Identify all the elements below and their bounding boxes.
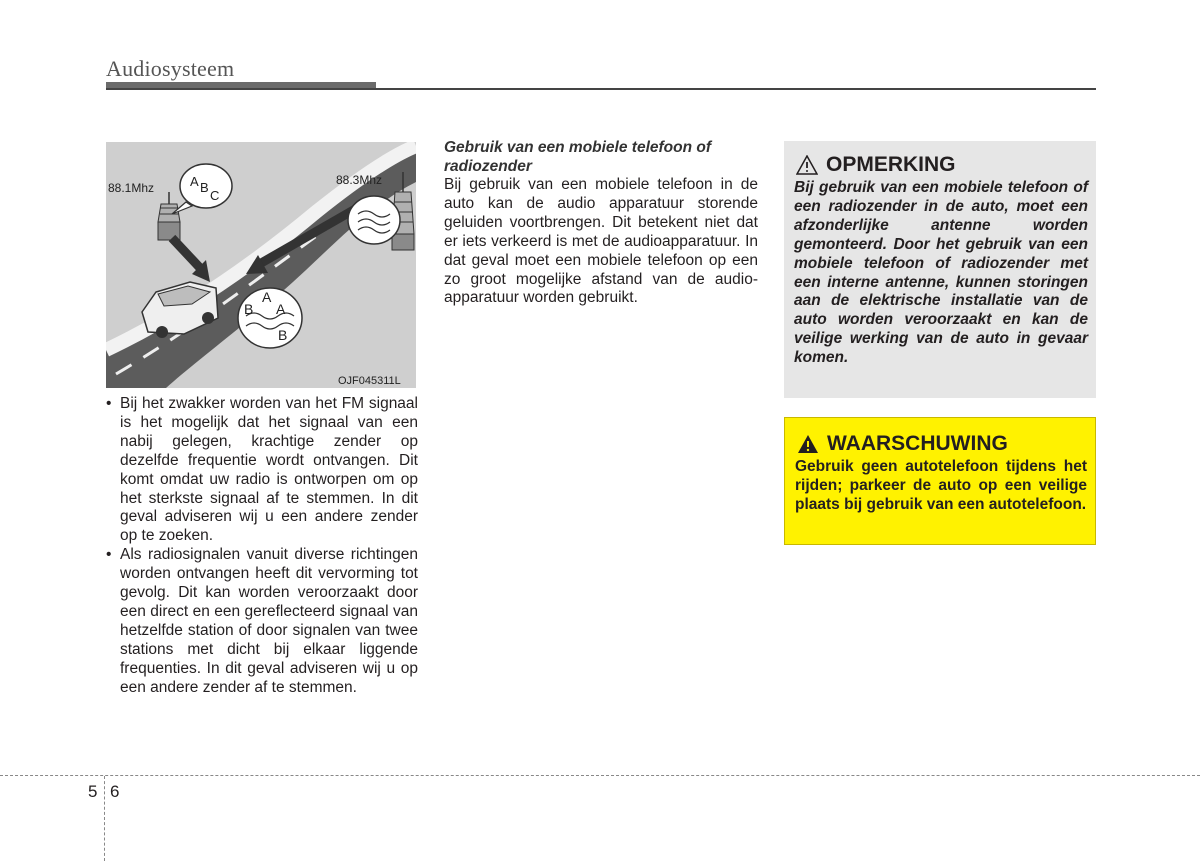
- freq-left-label: 88.1Mhz: [108, 181, 155, 195]
- note-body: Bij gebruik van een mobiele telefoon of een radiozender in de auto, moet een afzonderlijke antenne worden gemonteerd. Door het gebruik van een mobiele telefoon of radiozender met een interne antenne, kunnen storingen aan de elektrische installatie van de auto worden veroorzaakt en kan de veilige werking van de auto in gevaar komen.: [794, 179, 1088, 367]
- bubble-bottom-letter-4: B: [278, 327, 288, 343]
- bubble-top-letter-2: B: [200, 180, 209, 195]
- bubble-bottom-letter-2: B: [244, 301, 254, 317]
- section-paragraph: Bij gebruik van een mobiele telefoon in de auto kan de audio apparatuur storende geluiden voortbrengen. Dit betekent niet dat er iets verkeerd is met de audioapparatuur. In dat geval moet een mobiele telefoon op een zo groot mogelijke afstand van de audio-apparatuur worden gebruikt.: [444, 176, 758, 307]
- caution-outline-icon: [796, 155, 818, 175]
- chapter-number: 5: [88, 782, 98, 801]
- left-tower-icon: [158, 192, 180, 240]
- warning-body: Gebruik geen autotelefoon tijdens het rijden; parkeer de auto op een veilige plaats bij gebruik van een autotelefoon.: [795, 458, 1087, 513]
- middle-column: [444, 139, 758, 308]
- note-box: [784, 141, 1096, 398]
- bubble-top-letter-3: C: [210, 188, 220, 203]
- bubble-bottom-letter-1: A: [262, 289, 272, 305]
- illustration-svg: [106, 142, 416, 388]
- bubble-bottom-letter-3: A: [276, 301, 286, 317]
- warning-title: WAARSCHUWING: [827, 432, 1008, 455]
- section-subheading: Gebruik van een mobiele telefoon of radiozender: [444, 139, 711, 175]
- bullet-list: [106, 395, 418, 698]
- note-heading: [796, 153, 956, 177]
- signal-bubble-right: [348, 196, 400, 244]
- warning-box: [784, 417, 1096, 545]
- header-rule: [106, 88, 1096, 90]
- bullet-item: • Bij het zwakker worden van het FM signaal is het mogelijk dat het signaal van een nabij gelegen, krachtige zender op dezelfde frequentie wordt ontvangen. Dit komt omdat uw radio is ontworpen om op het sterkste signaal af te stemmen. In dit geval adviseren wij u een andere zender op te zoeken.: [106, 395, 418, 546]
- warning-triangle-icon: [797, 434, 819, 454]
- page-number: 6: [110, 782, 120, 801]
- figure-code: OJF045311L: [338, 375, 401, 387]
- freq-right-label: 88.3Mhz: [336, 173, 383, 187]
- note-title: OPMERKING: [826, 153, 956, 176]
- radio-reception-illustration: [106, 142, 416, 388]
- footer-rule: [0, 775, 1200, 776]
- left-column: [106, 395, 418, 698]
- bubble-top-letter-1: A: [190, 174, 199, 189]
- bullet-item: • Als radiosignalen vanuit diverse richtingen worden ontvangen heeft dit vervorming tot gevolg. Dit kan worden veroorzaakt door een direct en een gereflecteerd signaal van hetzelfde station of door signalen van twee stations met dicht bij elkaar liggende frequenties. In dit geval adviseren wij u op een andere zender af te stemmen.: [106, 546, 418, 697]
- warning-heading: [797, 432, 1008, 456]
- page-header-title: Audiosysteem: [106, 56, 235, 81]
- footer-divider: [104, 776, 105, 861]
